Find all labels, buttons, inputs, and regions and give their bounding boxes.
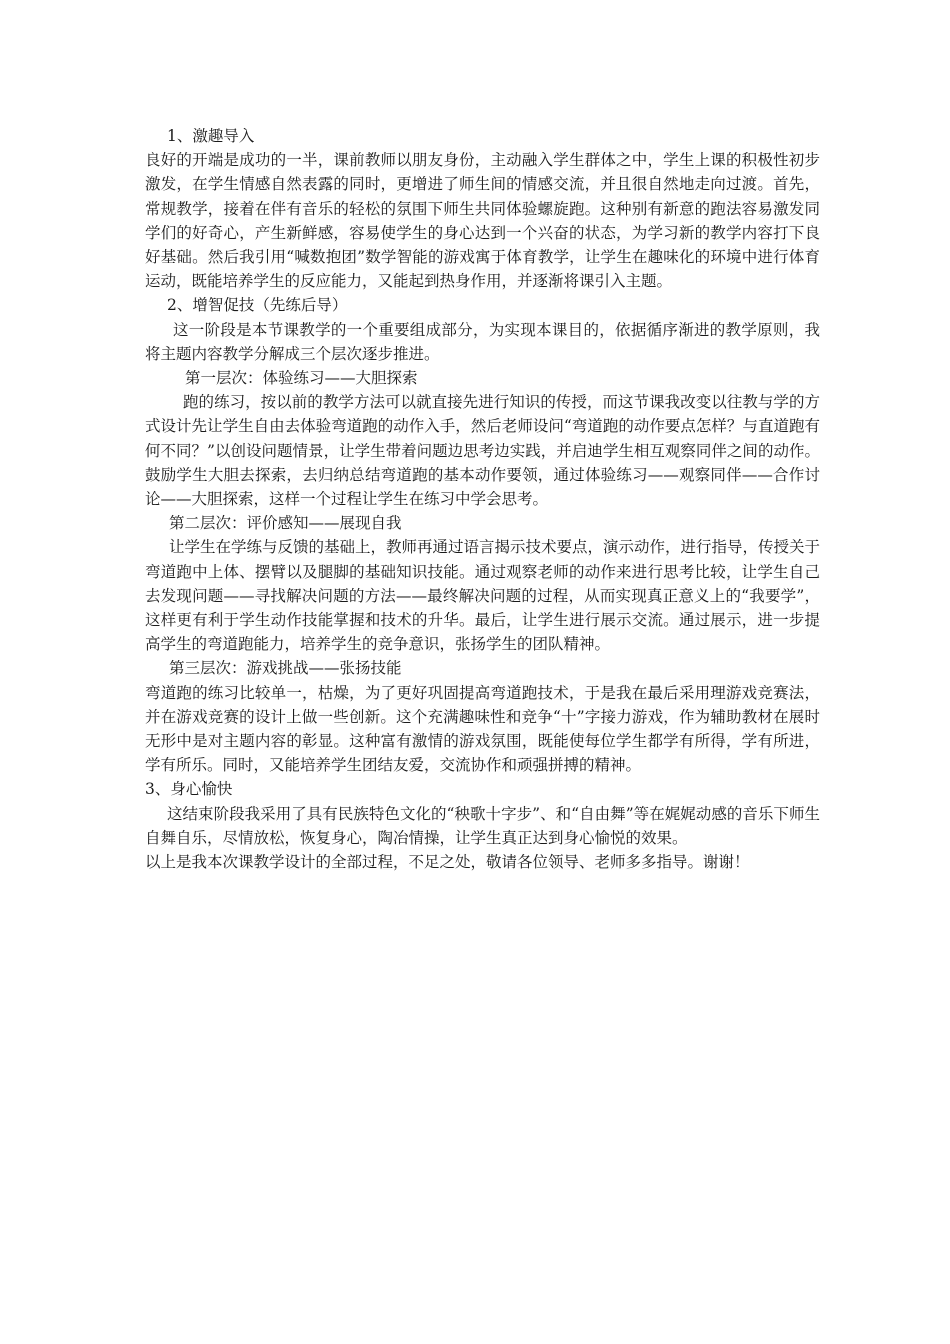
paragraph-closing: 这结束阶段我采用了具有民族特色文化的“秧歌十字步”、和“自由舞”等在娓娓动感的音乐下师生自舞自乐，尽情放松，恢复身心，陶冶情操，让学生真正达到身心愉悦的效果。 [145,804,820,847]
subsection-heading-3: 第三层次：游戏挑战——张扬技能 [169,659,402,678]
paragraph-stage-overview: 这一阶段是本节课教学的一个重要组成部分，为实现本课目的，依据循序渐进的教学原则，我将主题内容教学分解成三个层次逐步推进。 [145,320,820,363]
section-heading-2: 2、增智促技（先练后导） [167,296,348,315]
subsection-heading-2: 第二层次：评价感知——展现自我 [169,514,402,533]
paragraph-thanks: 以上是我本次课教学设计的全部过程，不足之处，敬请各位领导、老师多多指导。谢谢！ [145,853,750,872]
subsection-heading-1: 第一层次：体验练习——大胆探索 [185,369,418,388]
section-heading-1: 1、激趣导入 [167,127,255,145]
paragraph-level-2: 让学生在学练与反馈的基础上，教师再通过语言揭示技术要点，演示动作，进行指导，传授关于弯道跑中上体、摆臂以及腿脚的基础知识技能。通过观察老师的动作来进行思考比较，让学生自己去发现问题——寻找解决问题的方法——最终解决问题的过程，从而实现真正意义上的“我要学”，这样更有利于学生动作技能掌握和技术的升华。最后，让学生进行展示交流。通过展示，进一步提高学生的弯道跑能力，培养学生的竞争意识，张扬学生的团队精神。 [145,538,821,654]
document-body [145,124,820,874]
paragraph-level-1: 跑的练习，按以前的教学方法可以就直接先进行知识的传授，而这节课我改变以往教与学的方式设计先让学生自由去体验弯道跑的动作入手，然后老师设问“弯道跑的动作要点怎样？与直道跑有何不同？”以创设问题情景，让学生带着问题边思考边实践，并启迪学生相互观察同伴之间的动作。鼓励学生大胆去探索，去归纳总结弯道跑的基本动作要领，通过体验练习——观察同伴——合作讨论——大胆探索，这样一个过程让学生在练习中学会思考。 [145,393,820,509]
paragraph-intro: 良好的开端是成功的一半，课前教师以朋友身份，主动融入学生群体之中，学生上课的积极性初步激发，在学生情感自然表露的同时，更增进了师生间的情感交流，并且很自然地走向过渡。首先，常规教学，接着在伴有音乐的轻松的氛围下师生共同体验螺旋跑。这种别有新意的跑法容易激发同学们的好奇心，产生新鲜感，容易使学生的身心达到一个兴奋的状态，为学习新的教学内容打下良好基础。然后我引用“喊数抱团”数学智能的游戏寓于体育教学，让学生在趣味化的环境中进行体育运动，既能培养学生的反应能力，又能起到热身作用，并逐渐将课引入主题。 [145,151,820,291]
section-heading-3: 3、身心愉快 [145,780,233,799]
paragraph-level-3: 弯道跑的练习比较单一，枯燥，为了更好巩固提高弯道跑技术，于是我在最后采用理游戏竞赛法，并在游戏竞赛的设计上做一些创新。这个充满趣味性和竞争“十”字接力游戏，作为辅助教材在展时无形中是对主题内容的彰显。这种富有激情的游戏氛围，既能使每位学生都学有所得，学有所进，学有所乐。同时，又能培养学生团结友爱，交流协作和顽强拼搏的精神。 [145,683,820,775]
